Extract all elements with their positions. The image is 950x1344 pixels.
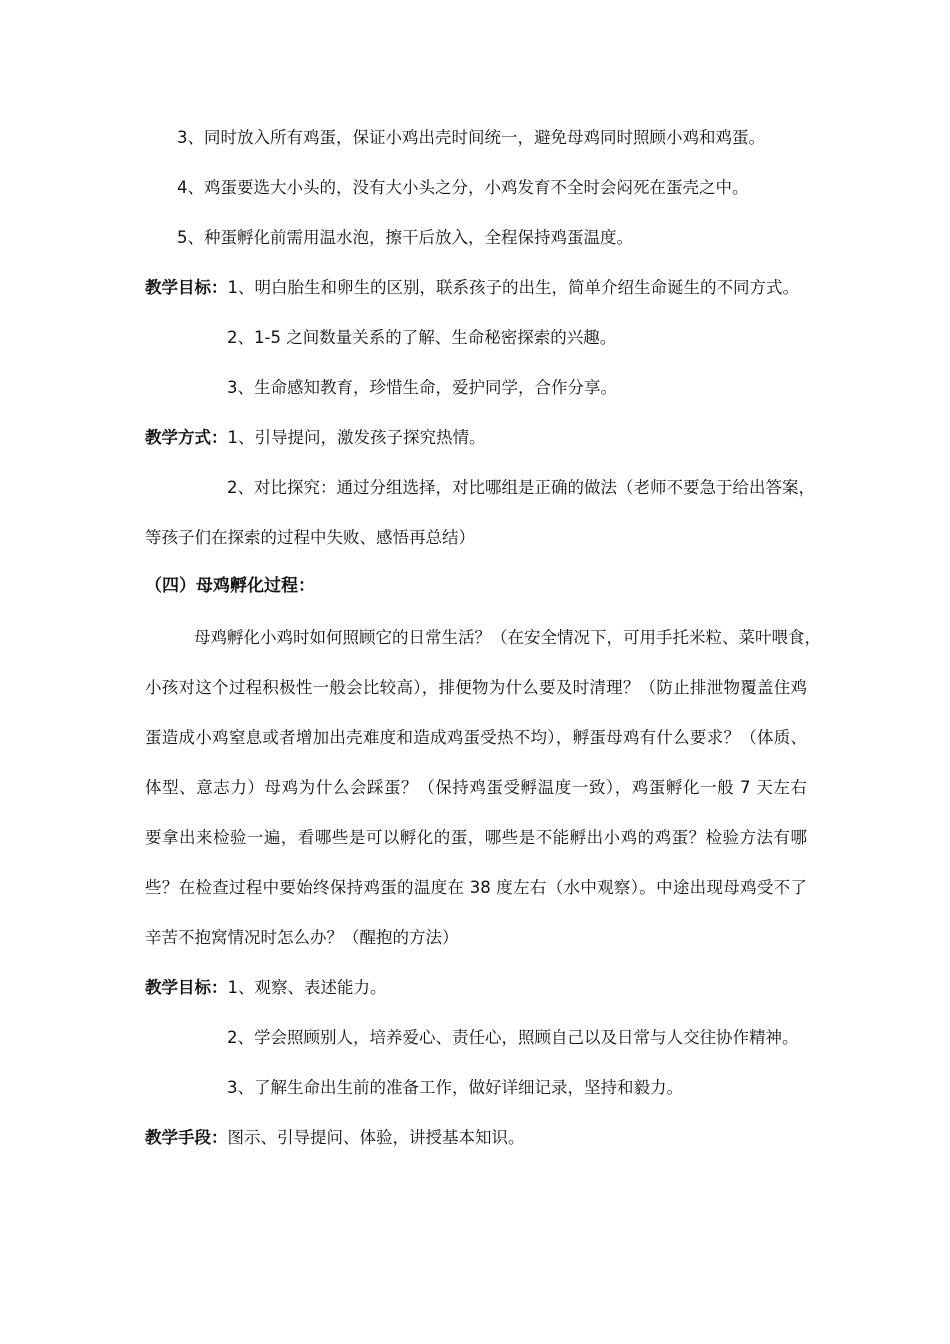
teaching-methods-label: 教学方式： (145, 428, 228, 447)
list-item-4: 4、鸡蛋要选大小头的，没有大小头之分，小鸡发育不全时会闷死在蛋壳之中。 (177, 178, 749, 197)
teaching-goal-item: 2、学会照顾别人，培养爱心、责任心，照顾自己以及日常与人交往协作精神。 (227, 1028, 799, 1047)
list-item-5: 5、种蛋孵化前需用温水泡，擦干后放入，全程保持鸡蛋温度。 (177, 228, 633, 247)
teaching-goal-item: 3、生命感知教育，珍惜生命，爱护同学，合作分享。 (227, 378, 617, 397)
paragraph-line: 辛苦不抱窝情况时怎么办？（醒抱的方法） (145, 928, 459, 947)
teaching-means-text: 图示、引导提问、体验，讲授基本知识。 (227, 1128, 525, 1147)
teaching-method-item: 2、对比探究：通过分组选择，对比哪组是正确的做法（老师不要急于给出答案， (227, 478, 815, 497)
teaching-method-item-continued: 等孩子们在探索的过程中失败、感悟再总结） (145, 528, 475, 547)
teaching-goals-2 (145, 977, 387, 999)
teaching-goals-label: 教学目标： (145, 278, 228, 297)
teaching-goal-item: 3、了解生命出生前的准备工作，做好详细记录，坚持和毅力。 (227, 1078, 683, 1097)
teaching-goal-item: 2、1-5 之间数量关系的了解、生命秘密探索的兴趣。 (227, 328, 617, 347)
paragraph-line: 母鸡孵化小鸡时如何照顾它的日常生活？（在安全情况下，可用手托米粒、菜叶喂食， (194, 628, 821, 647)
paragraph-line: 蛋造成小鸡窒息或者增加出壳难度和造成鸡蛋受热不均），孵蛋母鸡有什么要求？（体质、 (145, 728, 807, 747)
list-item-3: 3、同时放入所有鸡蛋，保证小鸡出壳时间统一，避免母鸡同时照顾小鸡和鸡蛋。 (177, 128, 765, 147)
teaching-method-item: 1、引导提问，激发孩子探究热情。 (227, 428, 486, 447)
paragraph-line: 要拿出来检验一遍，看哪些是可以孵化的蛋，哪些是不能孵出小鸡的鸡蛋？检验方法有哪 (145, 828, 807, 847)
paragraph-line: 体型、意志力）母鸡为什么会踩蛋？（保持鸡蛋受孵温度一致），鸡蛋孵化一般 7 天左右 (145, 778, 807, 797)
teaching-means-label: 教学手段： (145, 1128, 228, 1147)
teaching-goal-item: 1、明白胎生和卵生的区别，联系孩子的出生，简单介绍生命诞生的不同方式。 (227, 278, 799, 297)
teaching-goals-label: 教学目标： (145, 978, 228, 997)
teaching-goals-1 (145, 277, 799, 299)
paragraph-line: 些？在检查过程中要始终保持鸡蛋的温度在 38 度左右（水中观察）。中途出现母鸡受不了 (145, 878, 807, 897)
teaching-means (145, 1127, 525, 1149)
paragraph-line: 小孩对这个过程积极性一般会比较高），排便物为什么要及时清理？（防止排泄物覆盖住鸡 (145, 678, 807, 697)
teaching-methods (145, 427, 486, 449)
teaching-goal-item: 1、观察、表述能力。 (227, 978, 387, 997)
section-heading: （四）母鸡孵化过程： (145, 576, 315, 596)
